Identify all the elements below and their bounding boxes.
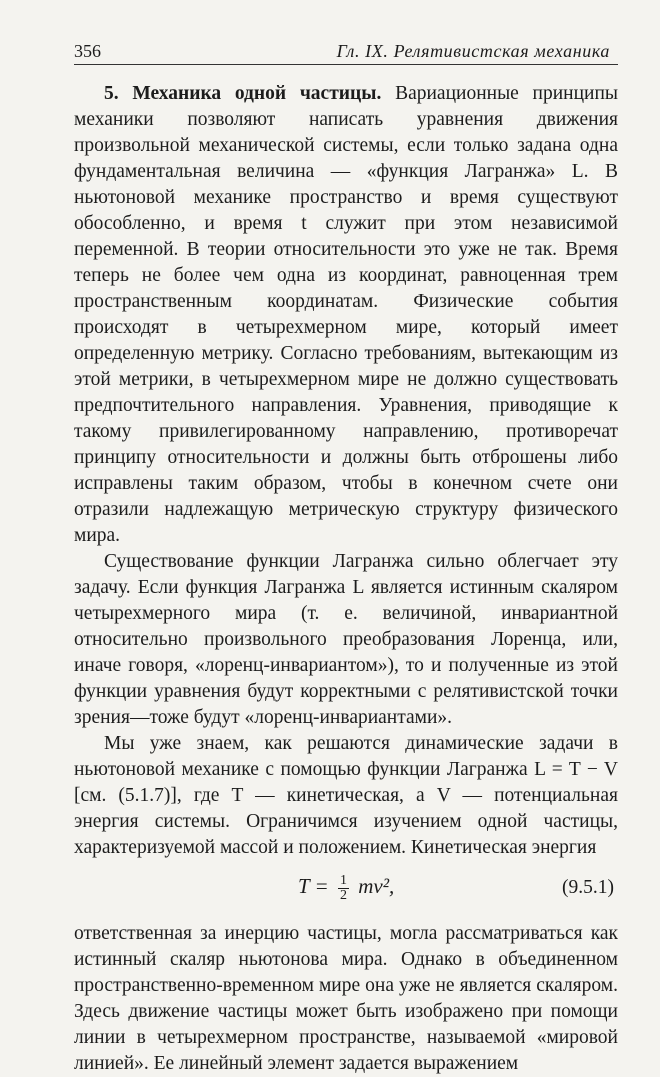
equation-fraction [338, 874, 349, 903]
paragraph-3: Мы уже знаем, как решаются динамические задачи в ньютоновой механике с помощью функции Лагранжа L = T − V [см. (5.1.7)], где T — кинетическая, а V — потенциальная энергия системы. Ограничимся изучением одной частицы, характеризуемой массой и положением. Кинетическая энергия [74, 733, 618, 858]
equation-row [74, 865, 618, 919]
equation-rhs: mv², [358, 874, 395, 898]
equation-lhs: T = [298, 874, 329, 898]
page-number: 356 [74, 41, 101, 61]
paragraph-1-text: Вариационные принципы механики позволяют написать уравнения движения произвольной механической системы, если только задана одна фундаментальная величина — «функция Лагранжа» L. В ньютоновой механике пространство и время существуют обособленно, и время t служит при этом независимой переменной. В теории относительности это уже не так. Время теперь не более чем одна из координат, равноценная трем пространственным координатам. Физические события происходят в четырехмерном мире, который имеет определенную метрику. Согласно требованиям, вытекающим из этой метрики, в четырехмерном мире не должно существовать предпочтительного направления. Уравнения, приводящие к такому привилегированному направлению, противоречат принципу относительности и должны быть отброшены либо исправлены таким образом, чтобы в конечном счете они отразили надлежащую метрическую структуру физического мира. [74, 83, 618, 546]
fraction-denominator: 2 [339, 887, 347, 903]
equation [298, 873, 394, 903]
section-title: 5. Механика одной частицы. [104, 83, 382, 104]
running-head: Гл. IX. Релятивистская механика [336, 41, 610, 61]
page-body [74, 81, 618, 1077]
equation-number: (9.5.1) [562, 877, 614, 898]
paragraph-1 [74, 81, 618, 549]
fraction-numerator: 1 [339, 872, 347, 888]
page-header [74, 38, 618, 65]
paragraph-4: ответственная за инерцию частицы, могла рассматриваться как истинный скаляр ньютонова мира. Однако в объединенном пространственно-временном мире она уже не является скаляром. Здесь движение частицы может быть изображено при помощи линии в четырехмерном пространстве, называемой «мировой линией». Ее линейный элемент задается выражением [74, 923, 618, 1074]
paragraph-2: Существование функции Лагранжа сильно облегчает эту задачу. Если функция Лагранжа L является истинным скаляром четырехмерного мира (т. е. величиной, инвариантной относительно произвольного преобразования Лоренца, или, иначе говоря, «лоренц-инвариантом»), то и полученные из этой функции уравнения будут корректными с релятивистской точки зрения—тоже будут «лоренц-инвариантами». [74, 551, 618, 728]
